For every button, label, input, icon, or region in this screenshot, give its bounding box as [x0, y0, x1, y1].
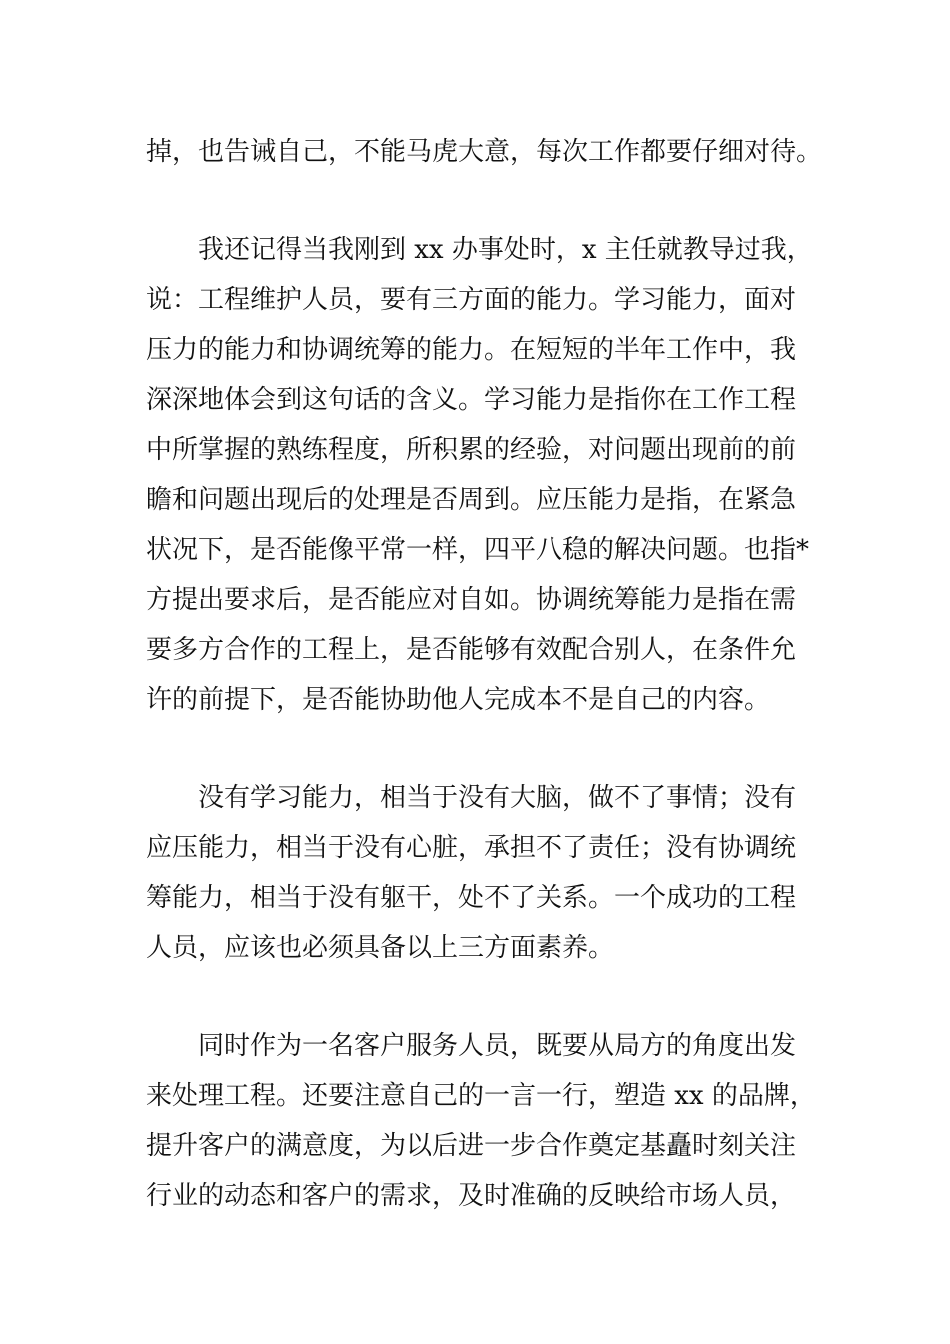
- paragraph-2-line-7: 状况下，是否能像平常一样，四平八稳的解决问题。也指*: [146, 535, 810, 565]
- paragraph-2-line-2: 说：工程维护人员，要有三方面的能力。学习能力，面对: [146, 285, 797, 315]
- paragraph-1-line-1: 掉，也告诫自己，不能马虎大意，每次工作都要仔细对待。: [146, 137, 823, 167]
- paragraph-4-line-2: 来处理工程。还要注意自己的一言一行，塑造 xx 的品牌，: [146, 1081, 816, 1111]
- paragraph-2-line-10: 许的前提下，是否能协助他人完成本不是自己的内容。: [146, 685, 771, 715]
- paragraph-2-line-1: 我还记得当我刚到 xx 办事处时，x 主任就教导过我，: [198, 235, 813, 265]
- paragraph-2-line-6: 瞻和问题出现后的处理是否周到。应压能力是指，在紧急: [146, 485, 797, 515]
- paragraph-2-line-5: 中所掌握的熟练程度，所积累的经验，对问题出现前的前: [146, 435, 797, 465]
- paragraph-3-line-1: 没有学习能力，相当于没有大脑，做不了事情；没有: [198, 783, 797, 813]
- paragraph-2-line-3: 压力的能力和协调统筹的能力。在短短的半年工作中，我: [146, 335, 797, 365]
- paragraph-3-line-4: 人员，应该也必须具备以上三方面素养。: [146, 933, 615, 963]
- paragraph-4-line-4: 行业的动态和客户的需求，及时准确的反映给市场人员，: [146, 1181, 797, 1211]
- paragraph-3-line-3: 筹能力，相当于没有躯干，处不了关系。一个成功的工程: [146, 883, 797, 913]
- paragraph-2-line-9: 要多方合作的工程上，是否能够有效配合别人，在条件允: [146, 635, 797, 665]
- paragraph-2-line-4: 深深地体会到这句话的含义。学习能力是指你在工作工程: [146, 385, 797, 415]
- paragraph-4-line-3: 提升客户的满意度，为以后进一步合作奠定基矗时刻关注: [146, 1131, 797, 1161]
- paragraph-2-line-8: 方提出要求后，是否能应对自如。协调统筹能力是指在需: [146, 585, 797, 615]
- paragraph-4-line-1: 同时作为一名客户服务人员，既要从局方的角度出发: [198, 1031, 797, 1061]
- paragraph-3-line-2: 应压能力，相当于没有心脏，承担不了责任；没有协调统: [146, 833, 797, 863]
